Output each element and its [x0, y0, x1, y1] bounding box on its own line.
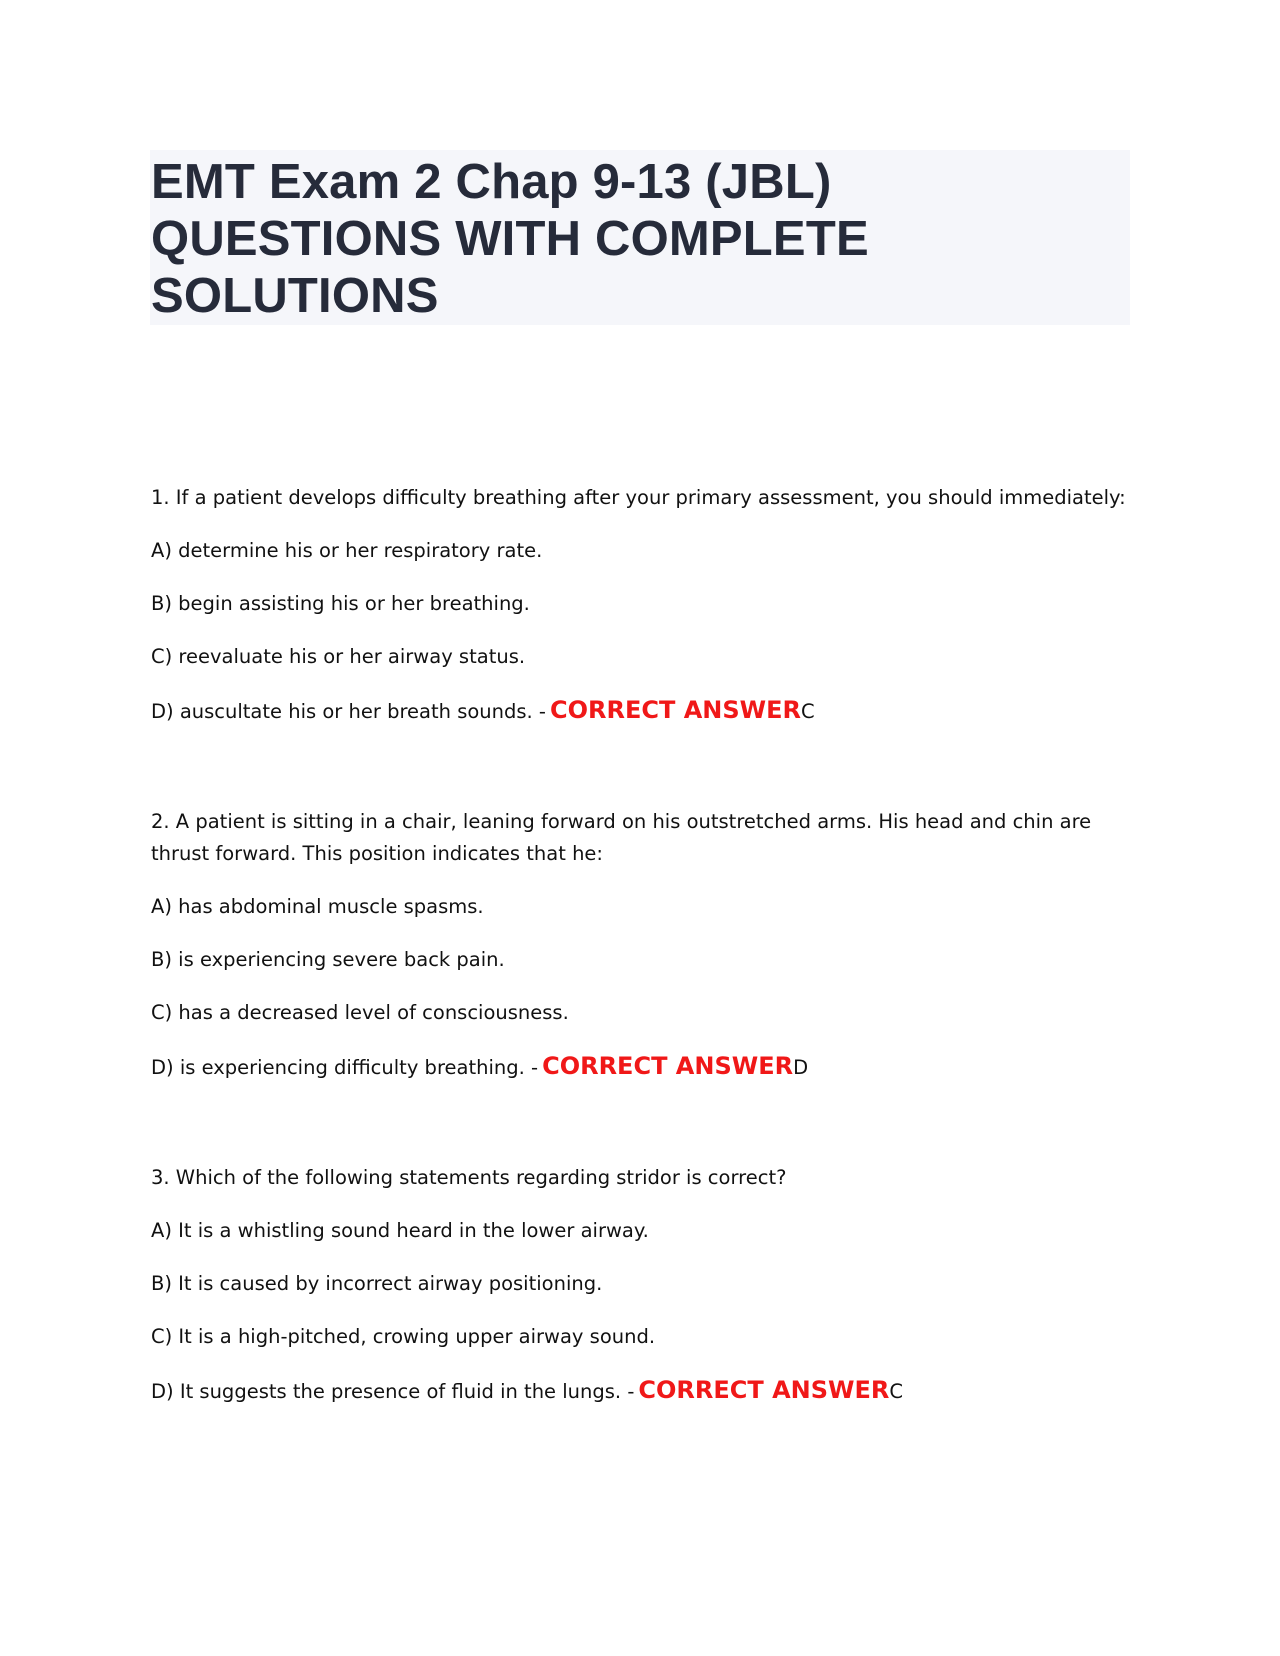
question-3: [151, 1162, 1131, 1408]
option-d: D) auscultate his or her breath sounds. -: [151, 700, 546, 723]
correct-answer-label: CORRECT ANSWER: [542, 1052, 794, 1080]
option-d-line: [151, 694, 1131, 728]
correct-answer-label: CORRECT ANSWER: [549, 696, 801, 724]
option-c: C) has a decreased level of consciousness.: [151, 1001, 569, 1024]
option-c: C) reevaluate his or her airway status.: [151, 645, 526, 668]
answer-letter: C: [889, 1380, 903, 1403]
correct-answer-label: CORRECT ANSWER: [638, 1376, 890, 1404]
question-2: [151, 806, 1131, 1084]
option-d: D) is experiencing difficulty breathing. -: [151, 1056, 539, 1079]
question-spacer: [151, 1084, 1131, 1162]
option-a: A) It is a whistling sound heard in the lower airway.: [151, 1219, 649, 1242]
answer-letter: D: [793, 1056, 809, 1079]
question-text: 3. Which of the following statements regarding stridor is correct?: [151, 1166, 787, 1189]
question-text: 1. If a patient develops difficulty breathing after your primary assessment, you should immediately:: [151, 486, 1126, 509]
option-d-line: [151, 1374, 1131, 1408]
question-1: [151, 482, 1131, 728]
question-list: [151, 482, 1131, 1408]
question-spacer: [151, 728, 1131, 806]
answer-letter: C: [801, 700, 815, 723]
option-a: A) determine his or her respiratory rate.: [151, 539, 543, 562]
option-c: C) It is a high-pitched, crowing upper airway sound.: [151, 1325, 656, 1348]
option-b: B) is experiencing severe back pain.: [151, 948, 505, 971]
option-d-line: [151, 1050, 1131, 1084]
document-title: EMT Exam 2 Chap 9-13 (JBL) QUESTIONS WITH COMPLETE SOLUTIONS: [151, 155, 869, 323]
option-a: A) has abdominal muscle spasms.: [151, 895, 484, 918]
title-banner: [150, 150, 1130, 325]
option-b: B) begin assisting his or her breathing.: [151, 592, 530, 615]
option-d: D) It suggests the presence of fluid in the lungs. -: [151, 1380, 635, 1403]
option-b: B) It is caused by incorrect airway positioning.: [151, 1272, 603, 1295]
question-text: 2. A patient is sitting in a chair, leaning forward on his outstretched arms. His head and chin are thrust forward. This position indicates that he:: [151, 810, 1092, 865]
